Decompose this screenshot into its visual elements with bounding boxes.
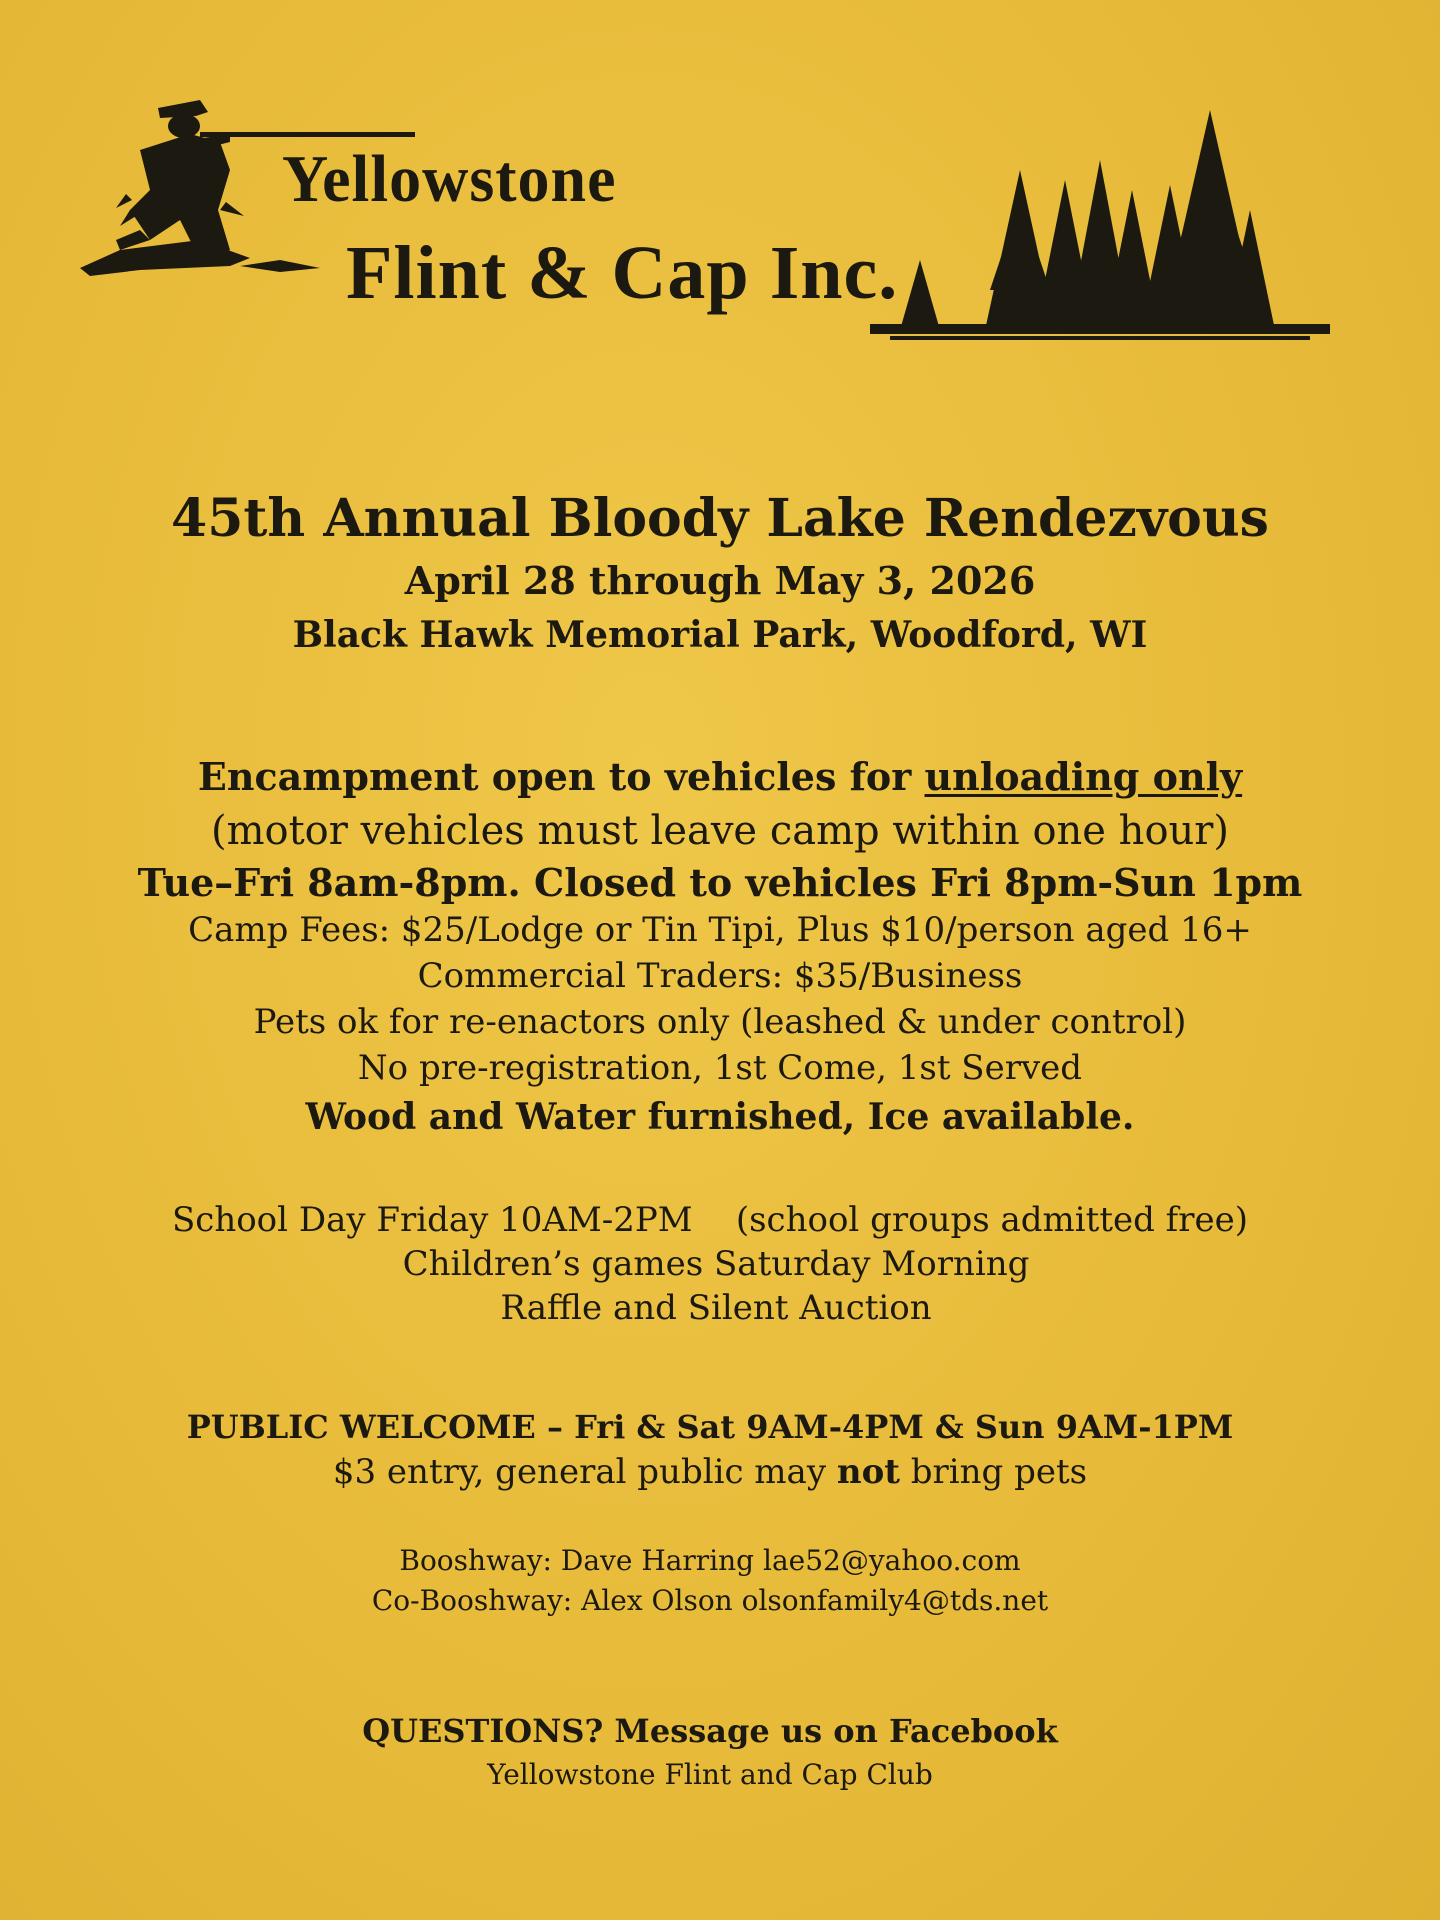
logo-text-yellowstone: Yellowstone: [282, 141, 617, 216]
camp-fees: Camp Fees: $25/Lodge or Tin Tipi, Plus $10/person aged 16+: [188, 910, 1252, 950]
amenities-line: Wood and Water furnished, Ice available.: [305, 1096, 1135, 1138]
raffle-auction: Raffle and Silent Auction: [500, 1288, 932, 1328]
public-welcome-hours: PUBLIC WELCOME – Fri & Sat 9AM-4PM & Sun 9AM-1PM: [186, 1408, 1234, 1446]
club-name: Yellowstone Flint and Cap Club: [487, 1758, 933, 1791]
company-logo: [70, 80, 1270, 340]
booshway-contact: Booshway: Dave Harring lae52@yahoo.com: [399, 1544, 1021, 1577]
vehicle-hours: Tue–Fri 8am-8pm. Closed to vehicles Fri 8pm-Sun 1pm: [137, 860, 1303, 905]
commercial-traders-fee: Commercial Traders: $35/Business: [417, 956, 1023, 996]
school-day: School Day Friday 10AM-2PM (school groups admitted free): [171, 1200, 1249, 1240]
event-location: Black Hawk Memorial Park, Woodford, WI: [292, 614, 1148, 656]
event-title: 45th Annual Bloody Lake Rendezvous: [171, 488, 1269, 549]
questions-line: QUESTIONS? Message us on Facebook: [362, 1712, 1058, 1750]
unloading-only-emphasis: unloading only: [924, 754, 1243, 799]
registration-policy: No pre-registration, 1st Come, 1st Served: [357, 1048, 1083, 1088]
motor-vehicles-note: (motor vehicles must leave camp within one hour): [210, 808, 1230, 854]
pine-trees-icon: [870, 90, 1330, 340]
childrens-games: Children’s games Saturday Morning: [402, 1244, 1030, 1284]
encampment-vehicles-line: [0, 754, 1440, 799]
entry-prefix: $3 entry, general public may: [332, 1452, 837, 1492]
co-booshway-contact: Co-Booshway: Alex Olson olsonfamily4@tds.net: [371, 1584, 1049, 1617]
logo-text-flint-cap: Flint & Cap Inc.: [346, 231, 899, 315]
encampment-prefix: Encampment open to vehicles for: [197, 754, 925, 799]
entry-suffix: bring pets: [899, 1452, 1088, 1492]
pets-policy: Pets ok for re-enactors only (leashed & under control): [253, 1002, 1187, 1042]
not-emphasis: not: [836, 1452, 900, 1492]
event-dates: April 28 through May 3, 2026: [404, 558, 1036, 603]
public-entry-line: [0, 1452, 1430, 1492]
